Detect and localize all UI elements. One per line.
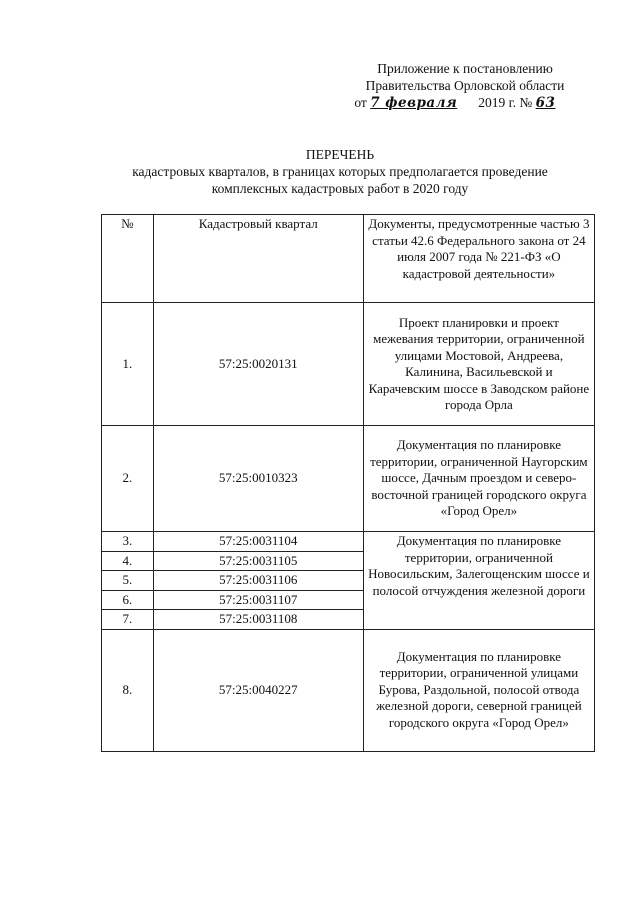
row-num: 6. <box>102 590 154 610</box>
table-row <box>102 629 595 751</box>
appendix-line1: Приложение к постановлению <box>377 61 553 76</box>
row-quarter: 57:25:0010323 <box>153 426 363 532</box>
appendix-date-suffix: 2019 г. № <box>478 95 533 110</box>
table-row <box>102 532 595 552</box>
row-quarter: 57:25:0031106 <box>153 571 363 591</box>
handwritten-date: 7 февраля <box>370 95 458 111</box>
row-documents: Проект планировки и проект межевания территории, ограниченной улицами Мостовой, Андреева, Калинина, Васильевской и Карачевским шоссе в Заводском районе города Орла <box>363 303 594 426</box>
row-documents: Документация по планировке территории, ограниченной улицами Бурова, Раздольной, полосой отвода железной дороги, северной границей городского округа «Город Орел» <box>363 629 594 751</box>
row-quarter: 57:25:0031105 <box>153 551 363 571</box>
row-num: 8. <box>102 629 154 751</box>
row-quarter: 57:25:0031107 <box>153 590 363 610</box>
table-row <box>102 303 595 426</box>
handwritten-number: 63 <box>535 95 556 111</box>
row-documents: Документация по планировке территории, ограниченной Новосильским, Залегощенским шоссе и полосой отчуждения железной дороги <box>363 532 594 630</box>
table-header-row <box>102 215 595 303</box>
document-title <box>0 146 640 197</box>
row-quarter: 57:25:0031108 <box>153 610 363 630</box>
appendix-line2: Правительства Орловской области <box>365 78 565 93</box>
header-documents: Документы, предусмотренные частью 3 статьи 42.6 Федерального закона от 24 июля 2007 года № 221-ФЗ «О кадастровой деятельности» <box>363 215 594 303</box>
cadastral-quarters-table <box>101 214 595 752</box>
table-row <box>102 426 595 532</box>
row-quarter: 57:25:0020131 <box>153 303 363 426</box>
row-num: 5. <box>102 571 154 591</box>
row-quarter: 57:25:0040227 <box>153 629 363 751</box>
appendix-date-prefix: от <box>354 95 367 110</box>
title-heading: ПЕРЕЧЕНЬ <box>305 147 375 162</box>
row-documents: Документация по планировке территории, ограниченной Наугорским шоссе, Дачным проездом и северо-восточной границей городского округа «Город Орел» <box>363 426 594 532</box>
row-num: 7. <box>102 610 154 630</box>
title-line2: кадастровых кварталов, в границах которых предполагается проведение <box>132 164 548 179</box>
header-num: № <box>102 215 154 303</box>
title-line3: комплексных кадастровых работ в 2020 году <box>211 181 469 196</box>
row-num: 4. <box>102 551 154 571</box>
appendix-date-line <box>330 94 600 112</box>
header-quarter: Кадастровый квартал <box>153 215 363 303</box>
row-num: 1. <box>102 303 154 426</box>
row-num: 3. <box>102 532 154 552</box>
appendix-block <box>330 60 600 112</box>
row-quarter: 57:25:0031104 <box>153 532 363 552</box>
row-num: 2. <box>102 426 154 532</box>
